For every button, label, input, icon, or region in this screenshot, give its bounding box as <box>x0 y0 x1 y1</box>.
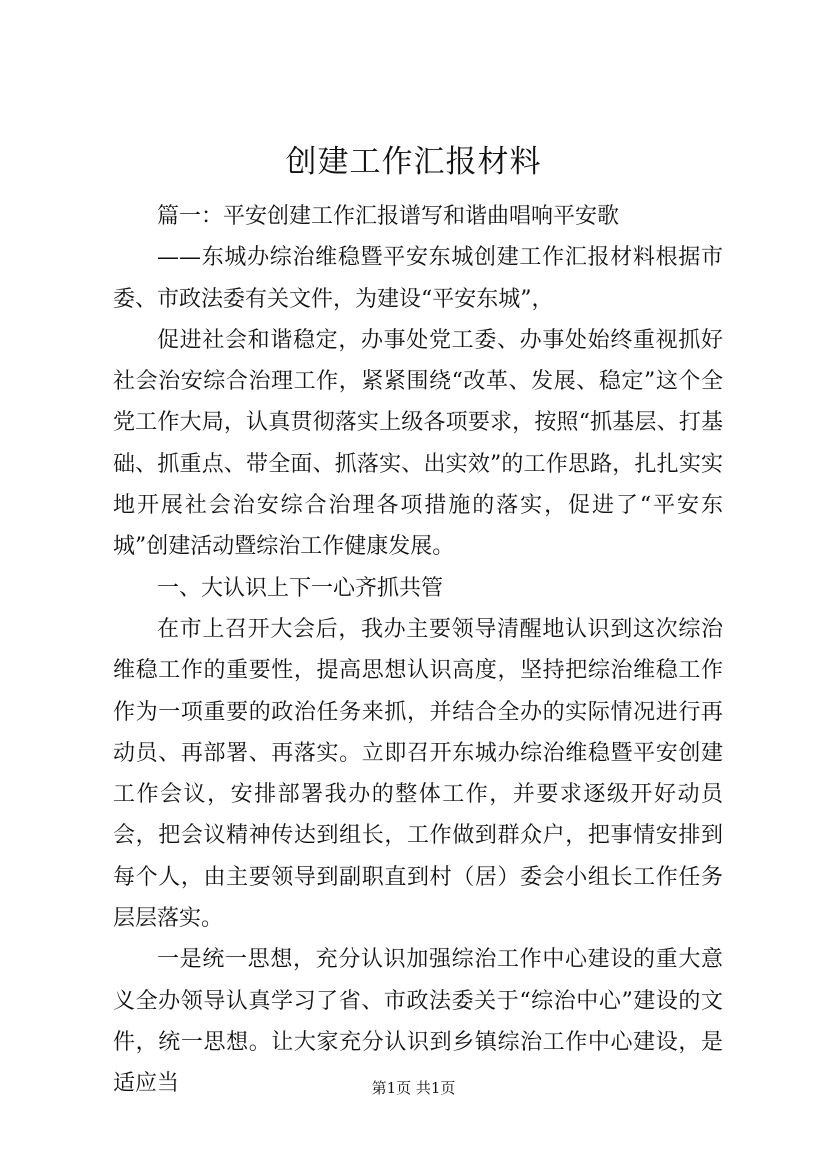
document-title: 创建工作汇报材料 <box>285 144 542 180</box>
body-paragraph: 篇一：平安创建工作汇报谱写和谐曲唱响平安歌 <box>157 204 620 229</box>
body-paragraph: 一是统一思想，充分认识加强综治工作中心建设的重大意义全办领导认真学习了省、市政法委关于“综治中心”建设的文件，统一思想。让大家充分认识到乡镇综治工作中心建设，是适应当 <box>113 947 723 1097</box>
body-paragraph: 在市上召开大会后，我办主要领导清醒地认识到这次综治维稳工作的重要性，提高思想认识高度，坚持把综治维稳工作作为一项重要的政治任务来抓，并结合全办的实际情况进行再动员、再部署、再落实。立即召开东城办综治维稳暨平安创建工作会议，安排部署我办的整体工作，并要求逐级开好动员会，把会议精神传达到组长，工作做到群众户，把事情安排到每个人，由主要领导到副职直到村（居）委会小组长工作任务层层落实。 <box>113 616 723 932</box>
body-paragraph: ——东城办综治维稳暨平安东城创建工作汇报材料根据市委、市政法委有关文件，为建设“平安东城”， <box>113 245 723 312</box>
section-heading: 一、大认识上下一心齐抓共管 <box>157 575 444 601</box>
document-body <box>113 196 723 1105</box>
page-footer: 第1页 共1页 <box>371 1079 456 1097</box>
body-paragraph: 促进社会和谐稳定，办事处党工委、办事处始终重视抓好社会治安综合治理工作，紧紧围绕“改革、发展、稳定”这个全党工作大局，认真贯彻落实上级各项要求，按照“抓基层、打基础、抓重点、带全面、抓落实、出实效”的工作思路，扎扎实实地开展社会治安综合治理各项措施的落实，促进了“平安东城”创建活动暨综治工作健康发展。 <box>113 327 723 560</box>
